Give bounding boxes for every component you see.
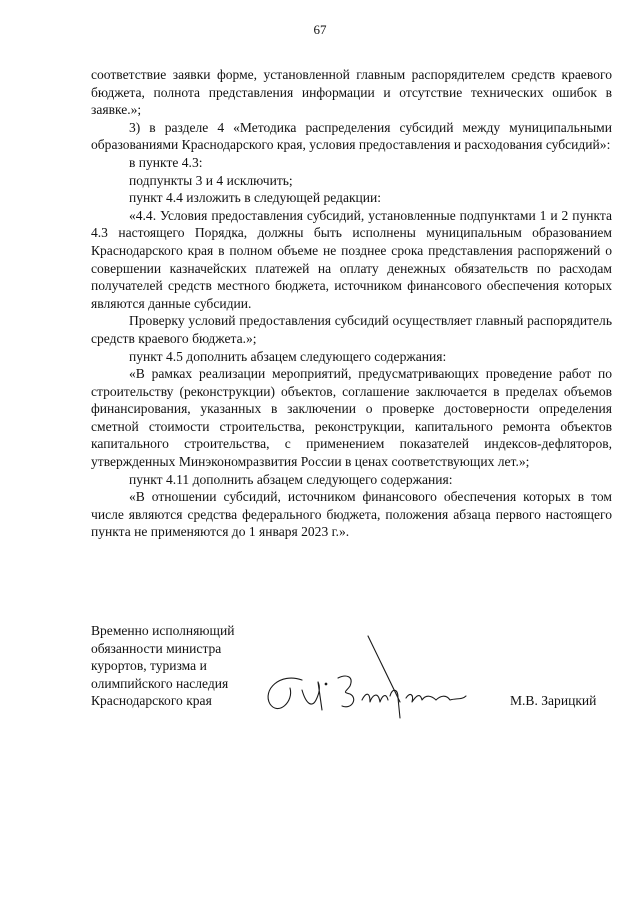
position-line: курортов, туризма и — [91, 658, 207, 674]
page-number: 67 — [313, 22, 327, 37]
paragraph: пункт 4.5 дополнить абзацем следующего содержания: — [129, 348, 447, 364]
paragraph: «В рамках реализации мероприятий, предусматривающих проведение работ по строительству (реконструкции) объектов, соглашение заключается в пределах объемов финансирования, указанных в заключении о проверке достоверности определения сметной стоимости строительства, реконструкции, капитального ремонта объектов капитального строительства, с применением показателей индексов-дефляторов, утвержденных Минэкономразвития России в ценах соответствующих лет.»; — [91, 366, 612, 470]
document-body — [91, 66, 612, 541]
paragraph: «4.4. Условия предоставления субсидий, установленные подпунктами 1 и 2 пункта 4.3 настоящего Порядка, должны быть исполнены муниципальным образованием Краснодарского края в полном объеме не позднее срока представления распоряжений о совершении казначейских платежей на оплату денежных обязательств по расходам получателей средств местного бюджета, источником финансового обеспечения которых являются данные субсидии. — [91, 207, 612, 311]
paragraph: подпункты 3 и 4 исключить; — [129, 172, 293, 188]
paragraph: пункт 4.11 дополнить абзацем следующего содержания: — [129, 471, 453, 487]
position-line: обязанности министра — [91, 640, 222, 656]
paragraph: 3) в разделе 4 «Методика распределения субсидий между муниципальными образованиями Краснодарского края, условия предоставления и расходования субсидий»: — [91, 119, 612, 153]
handwritten-signature — [250, 630, 490, 730]
paragraph: пункт 4.4 изложить в следующей редакции: — [129, 190, 382, 206]
position-line: Временно исполняющий — [91, 623, 235, 638]
position-line: олимпийского наследия — [91, 675, 229, 691]
paragraph: «В отношении субсидий, источником финансового обеспечения которых в том числе являются средства федерального бюджета, положения абзаца первого настоящего пункта не применяются до 1 января 2023 г.». — [91, 489, 612, 540]
paragraph: в пункте 4.3: — [129, 154, 203, 170]
paragraph: соответствие заявки форме, установленной главным распорядителем средств краевого бюджета, полнота представления информации и отсутствие технических ошибок в заявке.»; — [91, 67, 612, 118]
paragraph: Проверку условий предоставления субсидий осуществляет главный распорядитель средств краевого бюджета.»; — [91, 313, 612, 346]
signatory-name: М.В. Зарицкий — [510, 693, 597, 708]
position-line: Краснодарского края — [91, 693, 212, 709]
